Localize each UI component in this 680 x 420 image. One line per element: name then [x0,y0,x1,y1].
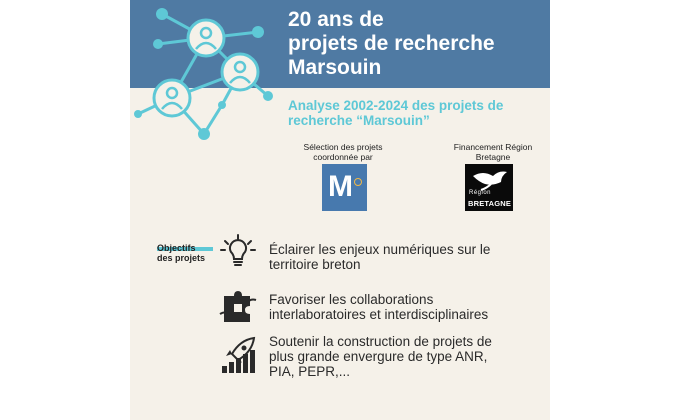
objective-line: territoire breton [269,257,361,272]
logo-bretagne-text: BRETAGNE [468,199,512,208]
subtitle [288,98,548,128]
title-line: 20 ans de [288,8,384,31]
partner-label-line: Financement Région [453,142,533,152]
objective-2-text [269,292,539,322]
partner-funding [433,142,550,162]
marsouin-logo-dot [354,178,362,186]
lightbulb-icon [218,232,258,272]
partner-label [283,142,403,162]
marsouin-logo-letter: M [328,170,353,203]
partner-label [433,142,550,162]
objective-3-text [269,334,539,379]
objectives-label [157,243,205,263]
objective-line: plus grande envergure de type ANR, [269,349,488,364]
ermine-bird-icon [465,166,513,192]
partner-label-line: Sélection des projets [303,142,383,152]
partner-selection [283,142,403,162]
region-bretagne-logo [465,164,513,211]
page-title [288,8,548,80]
objective-line: Éclairer les enjeux numériques sur le [269,242,491,257]
objective-line: interlaboratoires et interdisciplinaires [269,307,489,322]
infographic-card [130,0,550,420]
objectives-label-line: Objectifs [157,243,196,253]
partner-label-line: Bretagne [475,152,511,162]
objectives-label-line: des projets [157,253,206,263]
objective-line: PIA, PEPR,... [269,364,351,379]
subtitle-line: recherche “Marsouin” [288,113,430,128]
subtitle-line: Analyse 2002-2024 des projets de [288,98,504,113]
objective-line: Soutenir la construction de projets de [269,334,492,349]
objective-1-text [269,242,539,272]
marsouin-logo [322,164,367,211]
title-line: projets de recherche [288,32,495,55]
title-line: Marsouin [288,56,382,79]
objective-line: Favoriser les collaborations [269,292,434,307]
logo-region-text: Région [469,190,492,196]
network-people-icon [130,0,280,150]
puzzle-hands-icon [218,286,258,326]
partner-label-line: coordonnée par [313,152,373,162]
rocket-growth-icon [218,336,258,376]
